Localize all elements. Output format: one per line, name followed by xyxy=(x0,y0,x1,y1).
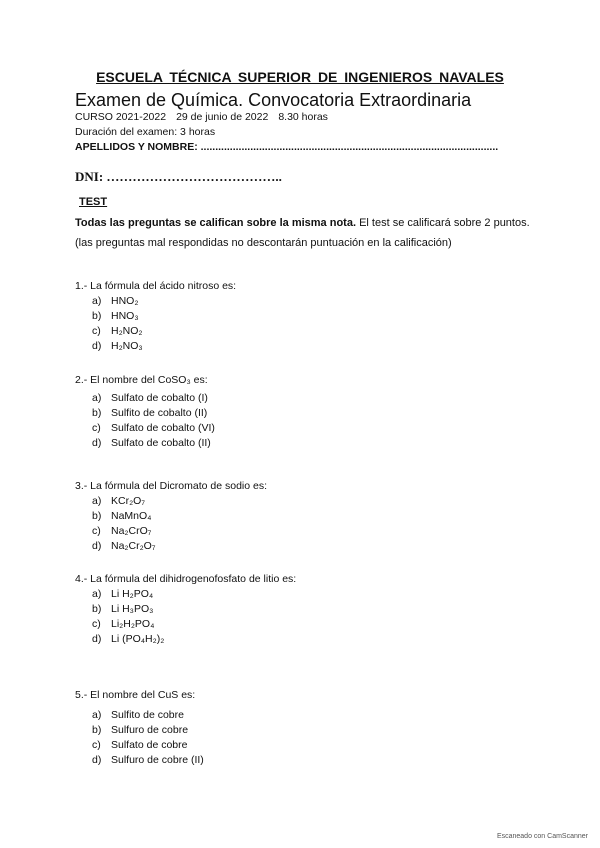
question-3-options xyxy=(92,494,155,554)
option xyxy=(92,294,143,309)
option xyxy=(92,738,204,753)
question-1: 1.- La fórmula del ácido nitroso es: xyxy=(75,280,237,292)
option-text: Na₂Cr₂O₇ xyxy=(111,540,156,552)
option-letter: d) xyxy=(92,633,102,645)
option-text: Li H₃PO₃ xyxy=(111,603,154,615)
question-4: 4.- La fórmula del dihidrogenofosfato de litio es: xyxy=(75,573,297,585)
exam-time: 8.30 horas xyxy=(278,111,328,123)
instructions-rest: El test se calificará sobre 2 puntos. xyxy=(356,217,530,229)
school-name: ESCUELA TÉCNICA SUPERIOR DE INGENIEROS NAVALES xyxy=(96,69,504,85)
option-letter: a) xyxy=(92,709,102,721)
option xyxy=(92,617,164,632)
option-letter: b) xyxy=(92,407,102,419)
option-letter: c) xyxy=(92,525,101,537)
option-text: Li (PO₄H₂)₂ xyxy=(111,633,165,645)
option-text: Sulfuro de cobre xyxy=(111,724,189,736)
exam-title: Examen de Química. Convocatoria Extraordinaria xyxy=(75,90,472,110)
test-heading: TEST xyxy=(79,196,108,208)
option xyxy=(92,436,215,451)
option xyxy=(92,421,215,436)
option xyxy=(92,494,155,509)
exam-date: 29 de junio de 2022 xyxy=(176,111,269,123)
option-letter: a) xyxy=(92,495,102,507)
test-instructions xyxy=(75,217,530,229)
question-2: 2.- El nombre del CoSO₃ es: xyxy=(75,374,208,386)
dni-field: DNI: ………………………………….. xyxy=(75,169,282,184)
option-letter: c) xyxy=(92,422,101,434)
option-letter: d) xyxy=(92,340,102,352)
option-letter: a) xyxy=(92,392,102,404)
option-letter: b) xyxy=(92,510,102,522)
option-text: Li₂H₂PO₄ xyxy=(111,618,155,630)
course-year: CURSO 2021-2022 xyxy=(75,111,167,123)
option-text: HNO₂ xyxy=(111,295,139,307)
option xyxy=(92,391,215,406)
option-text: HNO₃ xyxy=(111,310,139,322)
option-text: Sulfato de cobalto (II) xyxy=(111,437,211,449)
question-2-options xyxy=(92,391,215,451)
option xyxy=(92,753,204,768)
option-text: Sulfato de cobre xyxy=(111,739,188,751)
question-5: 5.- El nombre del CuS es: xyxy=(75,689,196,701)
option-letter: c) xyxy=(92,325,101,337)
instructions-bold: Todas las preguntas se califican sobre la misma nota. xyxy=(75,217,357,229)
option-letter: c) xyxy=(92,618,101,630)
option-letter: a) xyxy=(92,588,102,600)
name-field: APELLIDOS Y NOMBRE: ...................................................................................................... xyxy=(75,141,499,153)
option-letter: d) xyxy=(92,437,102,449)
question-1-options xyxy=(92,294,143,354)
option-text: Na₂CrO₇ xyxy=(111,525,152,537)
option-text: Sulfuro de cobre (II) xyxy=(111,754,204,766)
option-letter: d) xyxy=(92,540,102,552)
option-text: NaMnO₄ xyxy=(111,510,152,522)
test-note: (las preguntas mal respondidas no descontarán puntuación en la calificación) xyxy=(75,237,452,249)
option xyxy=(92,339,143,354)
option xyxy=(92,539,155,554)
option-letter: b) xyxy=(92,603,102,615)
option xyxy=(92,509,155,524)
option-text: KCr₂O₇ xyxy=(111,495,145,507)
option-text: H₂NO₃ xyxy=(111,340,143,352)
option xyxy=(92,723,204,738)
question-3: 3.- La fórmula del Dicromato de sodio es: xyxy=(75,480,268,492)
option-text: Sulfato de cobalto (I) xyxy=(111,392,208,404)
option-letter: c) xyxy=(92,739,101,751)
option xyxy=(92,406,215,421)
option-text: Sulfito de cobalto (II) xyxy=(111,407,208,419)
option xyxy=(92,708,204,723)
option-text: Li H₂PO₄ xyxy=(111,588,154,600)
exam-duration: Duración del examen: 3 horas xyxy=(75,126,216,138)
option xyxy=(92,309,143,324)
option-letter: b) xyxy=(92,310,102,322)
option xyxy=(92,602,164,617)
option-letter: d) xyxy=(92,754,102,766)
option-letter: b) xyxy=(92,724,102,736)
option xyxy=(92,324,143,339)
option-text: Sulfito de cobre xyxy=(111,709,184,721)
question-5-options xyxy=(92,708,204,768)
question-4-options xyxy=(92,587,164,647)
option-text: Sulfato de cobalto (VI) xyxy=(111,422,215,434)
option xyxy=(92,524,155,539)
option xyxy=(92,587,164,602)
scanner-watermark: Escaneado con CamScanner xyxy=(496,833,588,840)
option xyxy=(92,632,164,647)
option-text: H₂NO₂ xyxy=(111,325,143,337)
option-letter: a) xyxy=(92,295,102,307)
exam-info-line xyxy=(75,111,328,123)
